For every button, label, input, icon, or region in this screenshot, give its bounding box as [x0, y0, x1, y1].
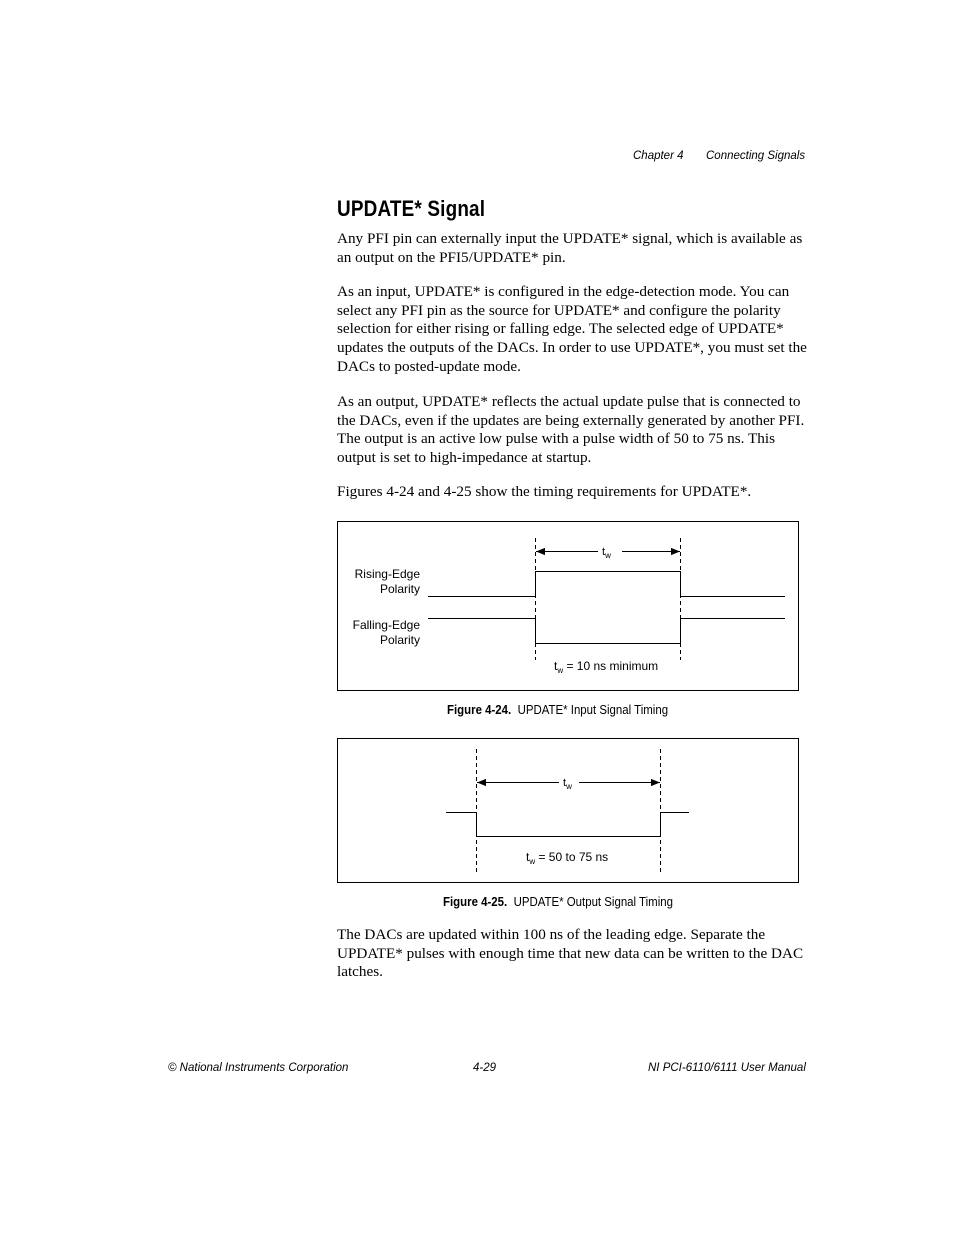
figure-4-25-number: Figure 4-25. — [443, 894, 508, 909]
falling-edge-waveform — [428, 619, 785, 644]
footer-copyright: © National Instruments Corporation — [168, 1062, 349, 1074]
output-timing-diagram — [338, 739, 800, 884]
rising-edge-label-line2: Polarity — [379, 582, 420, 596]
tw-label: $t_w$ — [563, 777, 572, 791]
rising-edge-label-line1: Rising-Edge — [354, 567, 420, 581]
paragraph-1: Any PFI pin can externally input the UPDATE* signal, which is available as an output on the PFI5/UPDATE* pin. — [337, 230, 803, 266]
paragraph-3: As an output, UPDATE* reflects the actual update pulse that is connected to the DACs, even if the updates are being externally generated by another PFI. The output is an active low pulse with a pulse width of 50 to 75 ns. This output is set to high-impedance at startup. — [337, 393, 805, 467]
figure-4-25-title: UPDATE* Output Signal Timing — [513, 894, 673, 909]
falling-edge-label-line2: Polarity — [379, 633, 420, 647]
falling-edge-label-line1: Falling-Edge — [352, 618, 420, 632]
figure-4-25-caption — [443, 894, 673, 909]
output-pulse-waveform — [446, 813, 689, 837]
paragraph-4: Figures 4-24 and 4-25 show the timing requirements for UPDATE*. — [337, 483, 752, 500]
figure-output-timing — [337, 738, 799, 883]
figure-input-timing — [337, 521, 799, 691]
header-chapter: Chapter 4 — [633, 150, 684, 162]
footer-manual-title: NI PCI-6110/6111 User Manual — [648, 1062, 806, 1074]
closing-paragraph: The DACs are updated within 100 ns of the leading edge. Separate the UPDATE* pulses with enough time that new data can be written to the DAC latches. — [337, 926, 804, 981]
tw-minimum-note: $t_w = 10$ ns minimum — [554, 659, 659, 675]
figure-4-24-number: Figure 4-24. — [447, 702, 512, 717]
input-timing-diagram — [338, 522, 800, 692]
header-section: Connecting Signals — [706, 150, 806, 162]
figure-4-24-title: UPDATE* Input Signal Timing — [517, 702, 669, 717]
footer-page-number: 4-29 — [473, 1062, 497, 1074]
figure-4-24-caption — [447, 702, 668, 717]
tw-label: $t_w$ — [602, 546, 611, 560]
paragraph-2: As an input, UPDATE* is configured in the edge-detection mode. You can select any PFI pin as the source for UPDATE* and configure the polarity selection for either rising or falling edge. The selected edge of UPDATE* updates the outputs of the DACs. In order to use UPDATE*, you must set the DACs to posted-update mode. — [337, 283, 807, 375]
section-title: UPDATE* Signal — [337, 196, 486, 221]
tw-range-note: $t_w = 50$ to 75 ns — [526, 850, 609, 866]
rising-edge-waveform — [428, 572, 785, 597]
